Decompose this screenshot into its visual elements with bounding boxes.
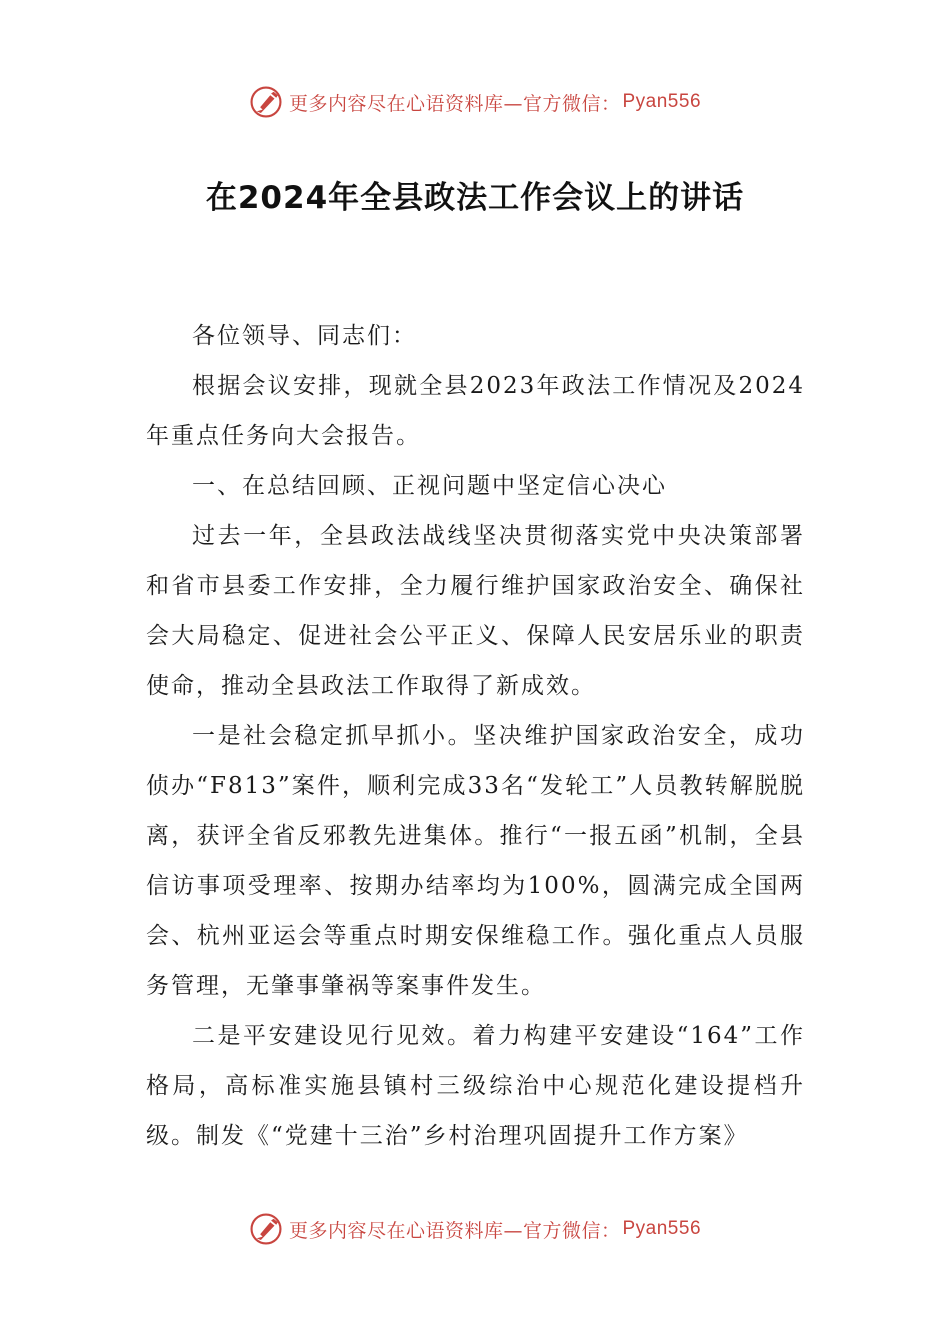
footer-watermark: [0, 1209, 950, 1249]
paragraph: 过去一年，全县政法战线坚决贯彻落实党中央决策部署和省市县委工作安排，全力履行维护国家政治安全、确保社会大局稳定、促进社会公平正义、保障人民安居乐业的职责使命，推动全县政法工作取得了新成效。: [146, 523, 805, 699]
paragraph: 二是平安建设见行见效。着力构建平安建设“164”工作格局，高标准实施县镇村三级综治中心规范化建设提档升级。制发《“党建十三治”乡村治理巩固提升工作方案》: [146, 1023, 805, 1149]
watermark-wechat-id: Pyan556: [622, 91, 702, 112]
paragraph: 根据会议安排，现就全县2023年政法工作情况及2024年重点任务向大会报告。: [146, 373, 805, 449]
document-title: 在2024年全县政法工作会议上的讲话: [205, 180, 745, 216]
paragraph: 一、在总结回顾、正视问题中坚定信心决心: [192, 473, 667, 499]
pen-nib-logo-icon: [249, 85, 283, 119]
paragraph: 各位领导、同志们：: [192, 323, 417, 349]
document-body: [146, 311, 805, 1161]
watermark-text: 更多内容尽在心语资料库—官方微信：: [288, 1219, 621, 1242]
header-watermark: [0, 82, 950, 122]
paragraph: 一是社会稳定抓早抓小。坚决维护国家政治安全，成功侦办“F813”案件，顺利完成33名“发轮工”人员教转解脱脱离，获评全省反邪教先进集体。推行“一报五函”机制，全县信访事项受理率、按期办结率均为100%，圆满完成全国两会、杭州亚运会等重点时期安保维稳工作。强化重点人员服务管理，无肇事肇祸等案事件发生。: [146, 723, 805, 999]
pen-nib-logo-icon: [249, 1212, 283, 1246]
watermark-wechat-id: Pyan556: [622, 1218, 702, 1239]
watermark-text: 更多内容尽在心语资料库—官方微信：: [288, 92, 621, 115]
